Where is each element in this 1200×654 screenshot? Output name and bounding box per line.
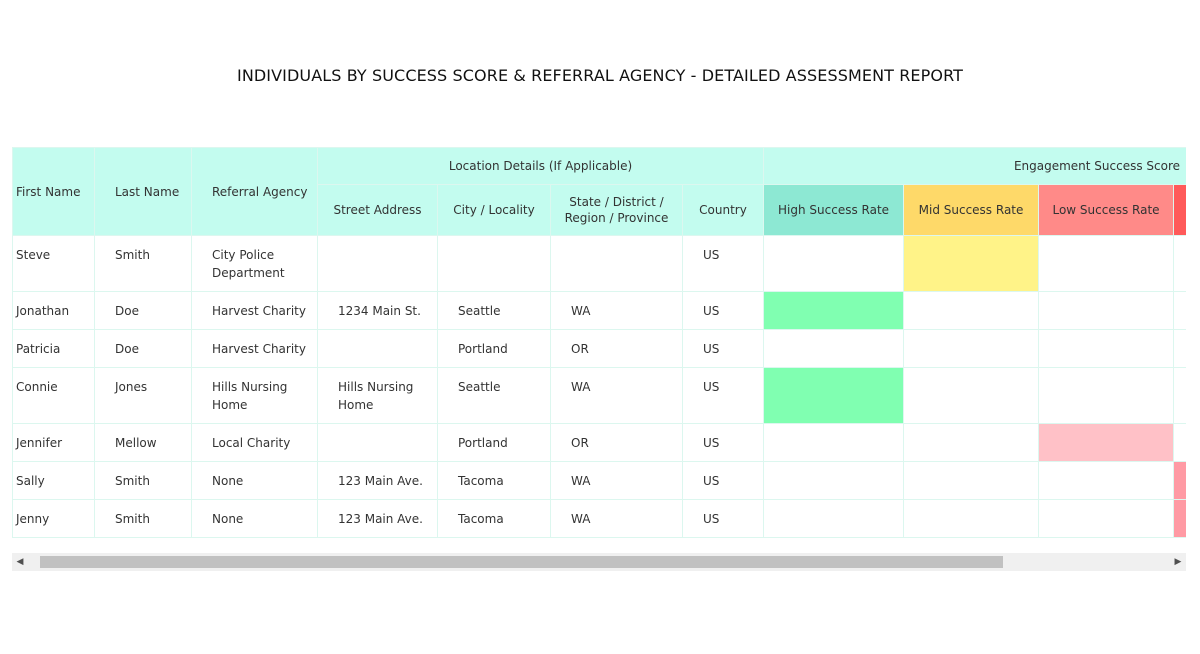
- cell-state: WA: [551, 292, 683, 330]
- cell-last-name: Jones: [95, 368, 192, 424]
- cell-city: Tacoma: [438, 500, 551, 538]
- cell-state: [551, 236, 683, 292]
- cell-high-success: [764, 236, 904, 292]
- table-row[interactable]: [13, 500, 1187, 538]
- cell-first-name: Connie: [13, 368, 95, 424]
- cell-low-success: [1039, 500, 1174, 538]
- cell-last-name: Smith: [95, 500, 192, 538]
- cell-mid-success: [904, 292, 1039, 330]
- cell-low-success: [1039, 330, 1174, 368]
- table-row[interactable]: [13, 462, 1187, 500]
- table-body: [13, 236, 1187, 538]
- cell-low-success: [1039, 368, 1174, 424]
- cell-country: US: [683, 368, 764, 424]
- cell-referral-agency: Local Charity: [192, 424, 318, 462]
- table-row[interactable]: [13, 330, 1187, 368]
- group-header-location: Location Details (If Applicable): [318, 148, 764, 185]
- cell-referral-agency: None: [192, 500, 318, 538]
- cell-street: [318, 424, 438, 462]
- arrow-left-icon[interactable]: ◀: [16, 557, 24, 567]
- cell-very-low-success: [1174, 424, 1186, 462]
- col-header-referral-agency[interactable]: Referral Agency: [192, 148, 318, 236]
- cell-state: WA: [551, 500, 683, 538]
- table-row[interactable]: [13, 424, 1187, 462]
- cell-low-success: [1039, 292, 1174, 330]
- cell-country: US: [683, 500, 764, 538]
- table-row[interactable]: [13, 368, 1187, 424]
- cell-referral-agency: Harvest Charity: [192, 292, 318, 330]
- table-row[interactable]: [13, 236, 1187, 292]
- cell-street: [318, 236, 438, 292]
- cell-first-name: Sally: [13, 462, 95, 500]
- cell-low-success: [1039, 424, 1174, 462]
- table-viewport[interactable]: [12, 147, 1186, 540]
- cell-last-name: Doe: [95, 330, 192, 368]
- cell-city: Portland: [438, 424, 551, 462]
- col-header-state[interactable]: State / District / Region / Province: [551, 185, 683, 236]
- cell-last-name: Smith: [95, 236, 192, 292]
- cell-first-name: Jenny: [13, 500, 95, 538]
- cell-city: Tacoma: [438, 462, 551, 500]
- cell-country: US: [683, 424, 764, 462]
- cell-last-name: Doe: [95, 292, 192, 330]
- cell-street: 1234 Main St.: [318, 292, 438, 330]
- cell-high-success: [764, 424, 904, 462]
- cell-high-success: [764, 462, 904, 500]
- cell-last-name: Smith: [95, 462, 192, 500]
- cell-city: Seattle: [438, 368, 551, 424]
- report-table: [12, 147, 1186, 538]
- arrow-right-icon[interactable]: ▶: [1174, 557, 1182, 567]
- cell-city: [438, 236, 551, 292]
- cell-high-success: [764, 330, 904, 368]
- cell-very-low-success: [1174, 462, 1186, 500]
- col-header-last-name[interactable]: Last Name: [95, 148, 192, 236]
- cell-state: OR: [551, 424, 683, 462]
- cell-last-name: Mellow: [95, 424, 192, 462]
- cell-mid-success: [904, 330, 1039, 368]
- scrollbar-thumb[interactable]: [40, 556, 1003, 568]
- col-header-low-success[interactable]: Low Success Rate: [1039, 185, 1174, 236]
- col-header-high-success[interactable]: High Success Rate: [764, 185, 904, 236]
- table-header: [13, 148, 1187, 236]
- cell-city: Portland: [438, 330, 551, 368]
- col-header-very-low-success[interactable]: [1174, 185, 1186, 236]
- col-header-first-name[interactable]: First Name: [13, 148, 95, 236]
- col-header-city[interactable]: City / Locality: [438, 185, 551, 236]
- table-row[interactable]: [13, 292, 1187, 330]
- cell-very-low-success: [1174, 500, 1186, 538]
- cell-country: US: [683, 462, 764, 500]
- col-header-street[interactable]: Street Address: [318, 185, 438, 236]
- col-header-country[interactable]: Country: [683, 185, 764, 236]
- cell-city: Seattle: [438, 292, 551, 330]
- cell-very-low-success: [1174, 330, 1186, 368]
- cell-country: US: [683, 330, 764, 368]
- cell-first-name: Jonathan: [13, 292, 95, 330]
- cell-referral-agency: None: [192, 462, 318, 500]
- cell-street: 123 Main Ave.: [318, 500, 438, 538]
- cell-referral-agency: Hills Nursing Home: [192, 368, 318, 424]
- horizontal-scrollbar[interactable]: [12, 553, 1186, 571]
- cell-high-success: [764, 368, 904, 424]
- cell-state: OR: [551, 330, 683, 368]
- cell-street: Hills Nursing Home: [318, 368, 438, 424]
- report-title: INDIVIDUALS BY SUCCESS SCORE & REFERRAL AGENCY - DETAILED ASSESSMENT REPORT: [237, 66, 963, 85]
- cell-very-low-success: [1174, 292, 1186, 330]
- cell-high-success: [764, 292, 904, 330]
- cell-country: US: [683, 236, 764, 292]
- cell-referral-agency: Harvest Charity: [192, 330, 318, 368]
- cell-mid-success: [904, 462, 1039, 500]
- cell-low-success: [1039, 462, 1174, 500]
- cell-mid-success: [904, 368, 1039, 424]
- cell-very-low-success: [1174, 236, 1186, 292]
- cell-first-name: Patricia: [13, 330, 95, 368]
- cell-state: WA: [551, 368, 683, 424]
- cell-state: WA: [551, 462, 683, 500]
- cell-low-success: [1039, 236, 1174, 292]
- cell-street: 123 Main Ave.: [318, 462, 438, 500]
- cell-country: US: [683, 292, 764, 330]
- cell-street: [318, 330, 438, 368]
- cell-mid-success: [904, 500, 1039, 538]
- cell-first-name: Steve: [13, 236, 95, 292]
- cell-very-low-success: [1174, 368, 1186, 424]
- cell-referral-agency: City Police Department: [192, 236, 318, 292]
- cell-mid-success: [904, 236, 1039, 292]
- cell-mid-success: [904, 424, 1039, 462]
- cell-first-name: Jennifer: [13, 424, 95, 462]
- group-header-engagement: Engagement Success Score: [764, 148, 1186, 185]
- col-header-mid-success[interactable]: Mid Success Rate: [904, 185, 1039, 236]
- cell-high-success: [764, 500, 904, 538]
